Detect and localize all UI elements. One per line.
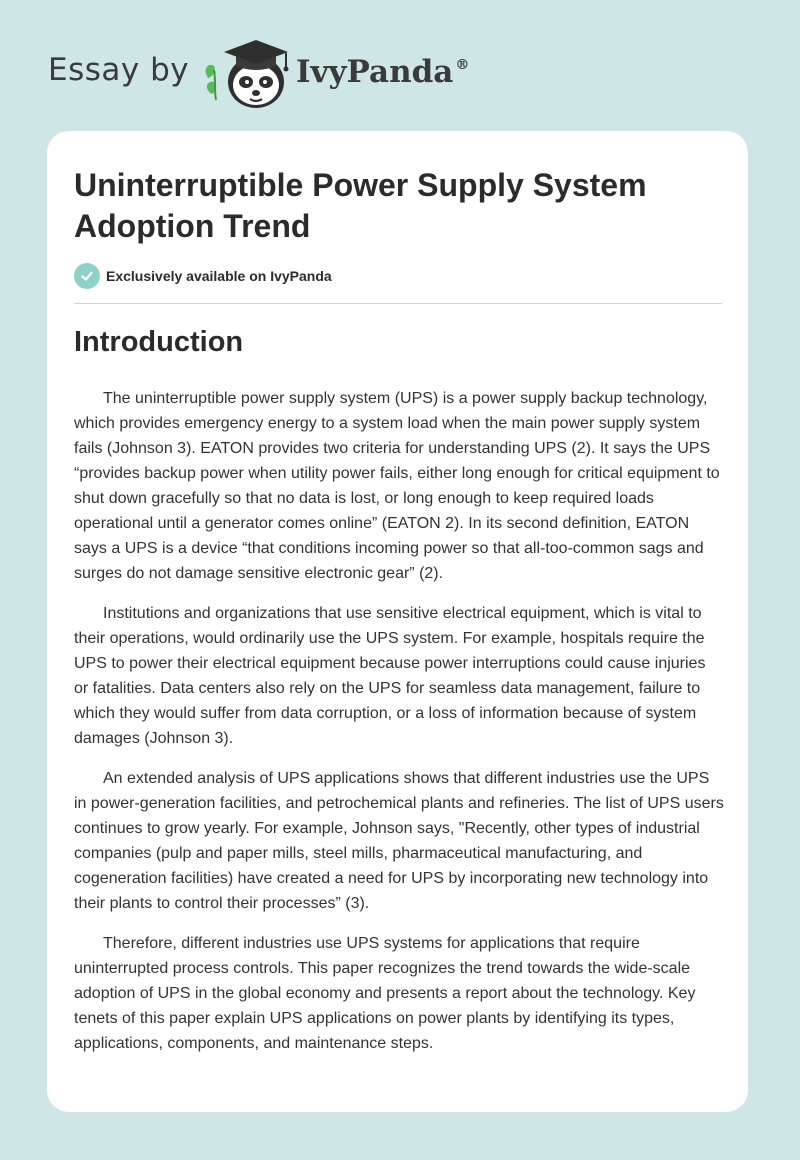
paragraph: Therefore, different industries use UPS systems for applications that require uninterrupted process controls. This paper recognizes the trend towards the wide-scale adoption of UPS in the global economy and presents a report about the technology. Key tenets of this paper explain UPS applications on power plants by identifying its types, applications, components, and maintenance steps. (74, 935, 696, 1052)
badge-label: Exclusively available on IvyPanda (106, 268, 332, 284)
ivy-leaf-icon (206, 65, 217, 100)
exclusive-badge (74, 263, 332, 289)
paragraph: Institutions and organizations that use sensitive electrical equipment, which is vital to their operations, would ordinarily use the UPS system. For example, hospitals require the UPS to power their electrical equipment because power interruptions could cause injuries or fatalities. Data centers also rely on the UPS for seamless data management, failure to which they would suffer from data corruption, or a loss of information because of system damages (Johnson 3). (74, 605, 706, 747)
panda-graduation-cap-icon[interactable] (202, 30, 298, 112)
brand-label: IvyPanda (296, 54, 454, 90)
essay-by-label: Essay by (48, 52, 190, 88)
article-body (74, 386, 724, 1071)
brand-name[interactable] (296, 54, 469, 90)
article-card (47, 131, 748, 1112)
section-heading: Introduction (74, 326, 244, 358)
divider (74, 303, 722, 304)
paragraph: The uninterruptible power supply system (UPS) is a power supply backup technology, which provides emergency energy to a system load when the main power supply system fails (Johnson 3). EATON provides two criteria for understanding UPS (2). It says the UPS “provides backup power when utility power fails, either long enough for critical equipment to shut down gracefully so that no data is lost, or long enough to keep required loads operational until a generator comes online” (EATON 2). In its second definition, EATON says a UPS is a device “that conditions incoming power so that all-too-common sags and surges do not damage sensitive electronic gear” (2). (74, 390, 720, 582)
registered-mark: ® (455, 56, 470, 73)
paragraph: An extended analysis of UPS applications shows that different industries use the UPS in power-generation facilities, and petrochemical plants and refineries. The list of UPS users continues to grow yearly. For example, Johnson says, "Recently, other types of industrial companies (pulp and paper mills, steel mills, pharmaceutical manufacturing, and cogeneration facilities) have created a need for UPS by incorporating new technology into their plants to control their processes” (3). (74, 770, 724, 912)
site-header (48, 28, 748, 118)
checkmark-icon (74, 263, 100, 289)
page-title: Uninterruptible Power Supply System Adoption Trend (74, 167, 647, 244)
